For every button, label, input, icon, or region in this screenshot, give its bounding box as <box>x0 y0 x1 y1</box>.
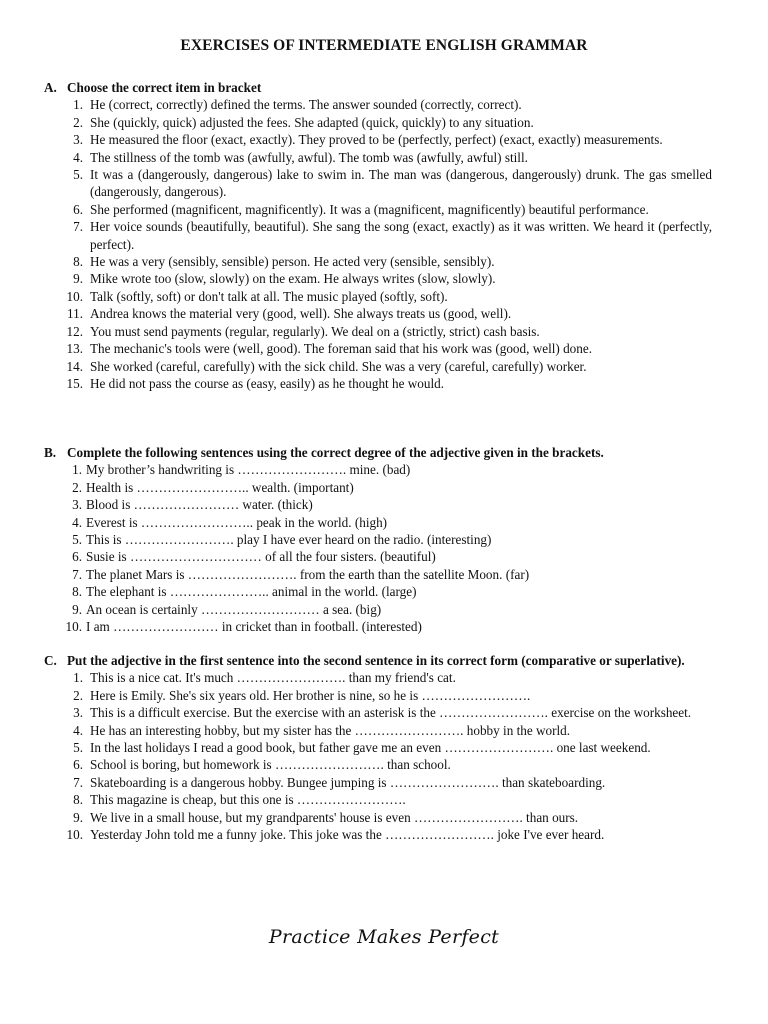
item-text: The planet Mars is ……………………. from the earth than the satellite Moon. (far) <box>86 566 530 582</box>
item-number: 10. <box>66 288 83 304</box>
section-instruction: Put the adjective in the first sentence into the second sentence in its correct form (comparative or superlative). <box>67 653 685 668</box>
item-text: The stillness of the tomb was (awfully, awful). The tomb was (awfully, awful) still. <box>90 149 528 165</box>
item-number: 5. <box>73 740 83 756</box>
exercise-item <box>44 323 712 340</box>
item-text: Yesterday John told me a funny joke. This joke was the ……………………. joke I've ever heard. <box>90 827 605 843</box>
item-text: The mechanic's tools were (well, good). The foreman said that his work was (good, well) done. <box>90 341 593 357</box>
item-number: 10. <box>65 619 82 635</box>
item-number: 7. <box>73 219 83 235</box>
exercise-item <box>44 270 712 287</box>
section-c <box>44 652 712 843</box>
exercise-item <box>44 201 712 218</box>
exercise-item <box>44 566 712 583</box>
item-text: Talk (softly, soft) or don't talk at all. The music played (softly, soft). <box>90 288 448 304</box>
item-text: Susie is ………………………… of all the four sisters. (beautiful) <box>86 549 436 565</box>
item-text: She performed (magnificent, magnificently). It was a (magnificent, magnificently) beautiful performance. <box>90 201 649 217</box>
section-heading <box>44 79 712 96</box>
item-number: 3. <box>72 497 82 513</box>
item-text: Andrea knows the material very (good, well). She always treats us (good, well). <box>90 306 512 322</box>
exercise-item <box>44 496 712 513</box>
item-number: 2. <box>72 479 82 495</box>
exercise-item <box>44 358 712 375</box>
section-letter: A. <box>44 80 57 95</box>
exercise-list <box>44 669 712 843</box>
exercise-item <box>44 253 712 270</box>
item-text: Blood is …………………… water. (thick) <box>86 497 313 513</box>
exercise-item <box>44 288 712 305</box>
section-heading <box>44 444 712 461</box>
item-number: 5. <box>73 167 83 183</box>
item-text: He has an interesting hobby, but my sister has the ……………………. hobby in the world. <box>90 722 571 738</box>
item-number: 9. <box>72 601 82 617</box>
exercise-item <box>44 479 712 496</box>
exercise-item <box>44 131 712 148</box>
item-text: He did not pass the course as (easy, easily) as he thought he would. <box>90 375 445 391</box>
exercise-item <box>44 756 712 773</box>
item-number: 6. <box>72 549 82 565</box>
exercise-item <box>44 791 712 808</box>
exercise-item <box>44 826 712 843</box>
item-number: 13. <box>66 341 83 357</box>
exercise-item <box>44 618 712 635</box>
item-number: 8. <box>73 254 83 270</box>
item-number: 11. <box>67 306 83 322</box>
exercise-item <box>44 114 712 131</box>
item-text: School is boring, but homework is ……………………. than school. <box>90 757 451 773</box>
item-number: 1. <box>72 462 82 478</box>
item-number: 6. <box>73 757 83 773</box>
item-number: 4. <box>73 722 83 738</box>
item-text: This is ……………………. play I have ever heard on the radio. (interesting) <box>86 532 492 548</box>
section-instruction: Complete the following sentences using the correct degree of the adjective given in the brackets. <box>67 445 604 460</box>
item-number: 9. <box>73 809 83 825</box>
item-number: 9. <box>73 271 83 287</box>
item-text: It was a (dangerously, dangerous) lake to swim in. The man was (dangerous, dangerously) drunk. The gas smelled (dangerously, dangerous). <box>90 167 712 200</box>
item-text: Her voice sounds (beautifully, beautiful). She sang the song (exact, exactly) as it was written. We heard it (perfectly, perfect). <box>90 219 712 252</box>
exercise-list <box>44 461 712 635</box>
section-letter: C. <box>44 653 57 668</box>
exercise-item <box>44 461 712 478</box>
item-text: This is a difficult exercise. But the exercise with an asterisk is the ……………………. exercise on the worksheet. <box>90 705 692 721</box>
item-text: He was a very (sensibly, sensible) person. He acted very (sensible, sensibly). <box>90 254 495 270</box>
exercise-item <box>44 548 712 565</box>
item-text: He (correct, correctly) defined the terms. The answer sounded (correctly, correct). <box>90 97 522 113</box>
item-text: She worked (careful, carefully) with the sick child. She was a very (careful, carefully) worker. <box>90 358 587 374</box>
section-a <box>44 79 712 392</box>
item-number: 8. <box>72 584 82 600</box>
item-text: You must send payments (regular, regularly). We deal on a (strictly, strict) cash basis. <box>90 323 540 339</box>
exercise-item <box>44 722 712 739</box>
exercise-item <box>44 96 712 113</box>
exercise-item <box>44 514 712 531</box>
item-number: 3. <box>73 132 83 148</box>
exercise-item <box>44 809 712 826</box>
section-instruction: Choose the correct item in bracket <box>67 80 262 95</box>
item-number: 10. <box>66 827 83 843</box>
exercise-item <box>44 340 712 357</box>
item-text: Mike wrote too (slow, slowly) on the exam. He always writes (slow, slowly). <box>90 271 496 287</box>
item-number: 4. <box>73 149 83 165</box>
exercise-item <box>44 704 712 721</box>
item-number: 12. <box>66 323 83 339</box>
item-text: Everest is …………………….. peak in the world. (high) <box>86 514 388 530</box>
exercise-item <box>44 583 712 600</box>
section-letter: B. <box>44 445 57 460</box>
exercise-item <box>44 149 712 166</box>
item-text: This is a nice cat. It's much ……………………. than my friend's cat. <box>90 670 456 686</box>
item-number: 7. <box>72 566 82 582</box>
item-text: He measured the floor (exact, exactly). They proved to be (perfectly, perfect) (exact, exactly) measurements. <box>90 132 663 148</box>
section-b <box>44 444 712 635</box>
exercise-item <box>44 305 712 322</box>
item-text: This magazine is cheap, but this one is ……………………. <box>90 792 406 808</box>
exercise-item <box>44 166 712 201</box>
exercise-item <box>44 531 712 548</box>
item-text: My brother’s handwriting is ……………………. mine. (bad) <box>86 462 411 478</box>
page-title: EXERCISES OF INTERMEDIATE ENGLISH GRAMMAR <box>180 37 588 54</box>
item-text: We live in a small house, but my grandparents' house is even ……………………. than ours. <box>90 809 579 825</box>
item-number: 4. <box>72 514 82 530</box>
footer-motto: Practice Makes Perfect <box>268 926 500 948</box>
item-number: 2. <box>73 114 83 130</box>
section-heading <box>44 652 712 669</box>
item-number: 1. <box>73 670 83 686</box>
item-number: 15. <box>66 375 83 391</box>
exercise-item <box>44 739 712 756</box>
item-text: She (quickly, quick) adjusted the fees. She adapted (quick, quickly) to any situation. <box>90 114 534 130</box>
item-text: I am …………………… in cricket than in football. (interested) <box>86 619 422 635</box>
item-number: 14. <box>66 358 83 374</box>
item-number: 2. <box>73 687 83 703</box>
exercise-item <box>44 774 712 791</box>
item-number: 7. <box>73 774 83 790</box>
item-text: Skateboarding is a dangerous hobby. Bungee jumping is ……………………. than skateboarding. <box>90 774 606 790</box>
exercise-item <box>44 687 712 704</box>
item-text: Here is Emily. She's six years old. Her brother is nine, so he is ……………………. <box>90 687 531 703</box>
item-text: Health is …………………….. wealth. (important) <box>86 479 354 495</box>
item-number: 6. <box>73 201 83 217</box>
item-text: An ocean is certainly ……………………… a sea. (big) <box>86 601 382 617</box>
item-text: In the last holidays I read a good book, but father gave me an even ……………………. one last weekend. <box>90 740 651 756</box>
item-number: 8. <box>73 792 83 808</box>
exercise-item <box>44 375 712 392</box>
item-number: 3. <box>73 705 83 721</box>
exercise-item <box>44 218 712 253</box>
exercise-item <box>44 601 712 618</box>
item-number: 5. <box>72 532 82 548</box>
exercise-item <box>44 669 712 686</box>
item-number: 1. <box>73 97 83 113</box>
item-text: The elephant is ………………….. animal in the world. (large) <box>86 584 417 600</box>
exercise-list <box>44 96 712 392</box>
